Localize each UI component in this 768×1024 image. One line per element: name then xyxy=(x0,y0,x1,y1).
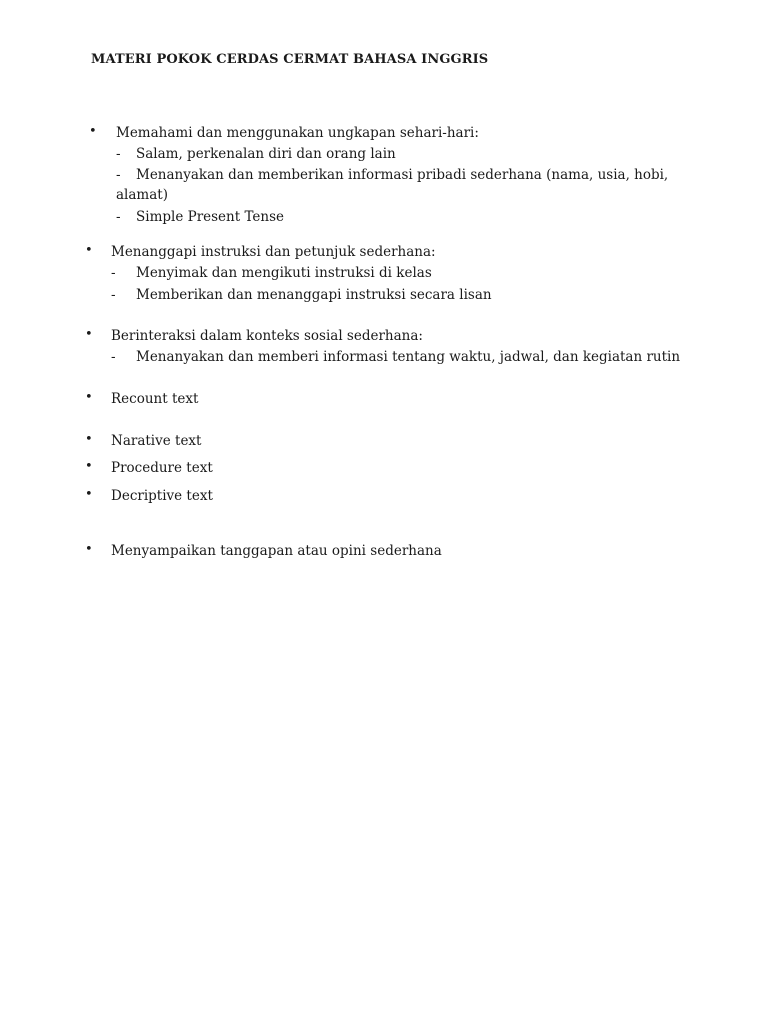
dash-icon: - xyxy=(116,146,121,162)
sub-item: Menanyakan dan memberikan informasi pribadi sederhana (nama, usia, hobi, xyxy=(136,167,669,183)
section-heading: Decriptive text xyxy=(111,488,213,504)
section-heading: Menyampaikan tanggapan atau opini sederhana xyxy=(111,543,442,559)
sub-item: Menyimak dan mengikuti instruksi di kelas xyxy=(136,265,432,281)
document-title: MATERI POKOK CERDAS CERMAT BAHASA INGGRIS xyxy=(91,52,489,67)
bullet-icon: • xyxy=(85,243,93,258)
sub-item: Menanyakan dan memberi informasi tentang waktu, jadwal, dan kegiatan rutin xyxy=(136,349,681,365)
section-heading: Memahami dan menggunakan ungkapan sehari-hari: xyxy=(116,125,479,141)
sub-item: Salam, perkenalan diri dan orang lain xyxy=(136,146,396,162)
bullet-icon: • xyxy=(85,390,93,405)
sub-item: Memberikan dan menanggapi instruksi secara lisan xyxy=(136,287,492,303)
sub-item: Simple Present Tense xyxy=(136,209,285,225)
dash-icon: - xyxy=(111,349,116,365)
dash-icon: - xyxy=(111,265,116,281)
section-heading: Menanggapi instruksi dan petunjuk sederhana: xyxy=(111,244,436,260)
bullet-icon: • xyxy=(85,542,93,557)
bullet-icon: • xyxy=(85,432,93,447)
section-heading: Berinteraksi dalam konteks sosial sederhana: xyxy=(111,328,423,344)
section-heading: Procedure text xyxy=(111,460,213,476)
bullet-icon: • xyxy=(85,487,93,502)
sub-item-wrap: alamat) xyxy=(116,187,168,203)
bullet-icon: • xyxy=(89,124,97,139)
bullet-icon: • xyxy=(85,459,93,474)
section-heading: Recount text xyxy=(111,391,199,407)
bullet-icon: • xyxy=(85,327,93,342)
dash-icon: - xyxy=(116,209,121,225)
section-heading: Narative text xyxy=(111,433,202,449)
dash-icon: - xyxy=(111,287,116,303)
dash-icon: - xyxy=(116,167,121,183)
